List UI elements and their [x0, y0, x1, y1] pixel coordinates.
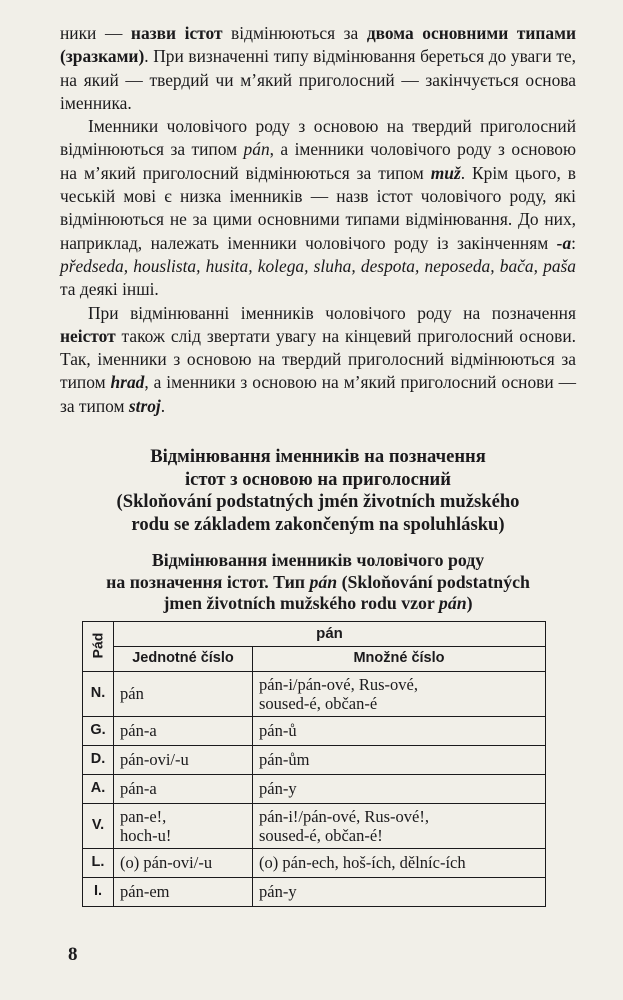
italic-term: pán	[243, 139, 270, 160]
section-heading	[60, 446, 576, 536]
table-row	[83, 671, 546, 716]
plural-form: pán-ů	[253, 716, 546, 745]
bold-italic-term: -a	[556, 232, 572, 253]
text-run: :	[571, 232, 576, 253]
text-run: також слід звертати увагу на кінцевий приголосний основи. Так, іменники з основою на твердий приголосний відмінюються за типом	[60, 325, 576, 393]
paragraph-3	[60, 302, 576, 418]
table-row	[83, 745, 546, 774]
bold-term: неістот	[60, 325, 116, 346]
text-run: , а іменники чоловічого роду з основою на м’який приголосний відмінюються за типом	[60, 139, 576, 183]
case-label: N.	[83, 671, 114, 716]
text-run: При відмінюванні іменників чоловічого роду на позначення	[88, 302, 576, 323]
section-heading-line: Відмінювання іменників на позначення	[150, 446, 486, 468]
text-run: Іменники чоловічого роду з основою на твердий приголосний відмінюються за типом	[60, 116, 576, 160]
text-run: , а іменники з основою на м’який приголосний основи — за типом	[60, 372, 576, 416]
page-content	[60, 22, 576, 907]
text-run: .	[160, 395, 166, 416]
table-row	[83, 774, 546, 803]
singular-form: pán	[114, 671, 253, 716]
singular-form: pán-a	[114, 774, 253, 803]
paragraph-1	[60, 22, 576, 115]
case-label: I.	[83, 877, 114, 906]
case-label: A.	[83, 774, 114, 803]
bold-italic-term: muž	[430, 162, 461, 183]
singular-form: pán-em	[114, 877, 253, 906]
case-column-header: Pád	[83, 621, 114, 671]
case-label: D.	[83, 745, 114, 774]
case-label: G.	[83, 716, 114, 745]
table-caption	[60, 550, 576, 615]
table-row	[83, 716, 546, 745]
caption-italic: pán	[309, 571, 338, 592]
plural-form: pán-i!/pán-ové, Rus-ové!, soused-é, občan-é!	[253, 803, 546, 848]
plural-form: pán-ům	[253, 745, 546, 774]
caption-line: jmen životních mužského rodu vzor pán)	[163, 593, 473, 614]
table-row	[83, 803, 546, 848]
page-number: 8	[68, 944, 78, 965]
plural-form: (o) pán-ech, hoš-ích, dělníc-ích	[253, 848, 546, 877]
paragraph-2	[60, 115, 576, 301]
italic-examples: předseda, houslista, husita, kolega, sluha, despota, neposeda, bača, paša	[60, 255, 576, 276]
model-header: pán	[114, 621, 546, 646]
caption-italic: pán	[438, 593, 467, 614]
plural-form: pán-y	[253, 774, 546, 803]
singular-form: pán-ovi/-u	[114, 745, 253, 774]
singular-form: pán-a	[114, 716, 253, 745]
bold-italic-term: hrad	[110, 372, 145, 393]
plural-form: pán-y	[253, 877, 546, 906]
table-row	[83, 877, 546, 906]
table-row	[83, 848, 546, 877]
section-heading-line: істот з основою на приголосний	[184, 468, 451, 490]
text-run: . Крім цього, в чеській мові є низка іменників — назв істот чоловічого роду, які відмінюються не за цими основними типами відмінювання. До них, наприклад, належать іменники чоловічого роду із закінченням	[60, 162, 576, 253]
table-subheader-row	[83, 646, 546, 671]
text-run: . При визначенні типу відмінювання береться до уваги те, на який — твердий чи м’який приголосний — закінчується основа іменника.	[60, 46, 576, 113]
singular-form: pan-e!, hoch-u!	[114, 803, 253, 848]
declension-table	[82, 621, 546, 907]
case-label: V.	[83, 803, 114, 848]
bold-term: двома основними типами (зразками)	[60, 23, 576, 67]
caption-line: Відмінювання іменників чоловічого роду	[151, 550, 485, 571]
plural-header: Množné číslo	[253, 646, 546, 671]
text-run: відмінюються за	[222, 23, 367, 43]
singular-header: Jednotné číslo	[114, 646, 253, 671]
plural-form: pán-i/pán-ové, Rus-ové, soused-é, občan-é	[253, 671, 546, 716]
bold-term: назви істот	[130, 23, 223, 43]
section-heading-line: rodu se základem zakončeným na spoluhlásku)	[131, 513, 505, 535]
table-header-row	[83, 621, 546, 646]
section-heading-line: (Skloňování podstatných jmén životních mužského	[116, 491, 520, 513]
text-run: та деякі інші.	[60, 279, 159, 300]
case-label: L.	[83, 848, 114, 877]
bold-italic-term: stroj	[128, 395, 161, 416]
caption-line: на позначення істот. Тип pán (Skloňování podstatných	[106, 571, 530, 592]
singular-form: (o) pán-ovi/-u	[114, 848, 253, 877]
text-run: ники —	[60, 23, 131, 43]
